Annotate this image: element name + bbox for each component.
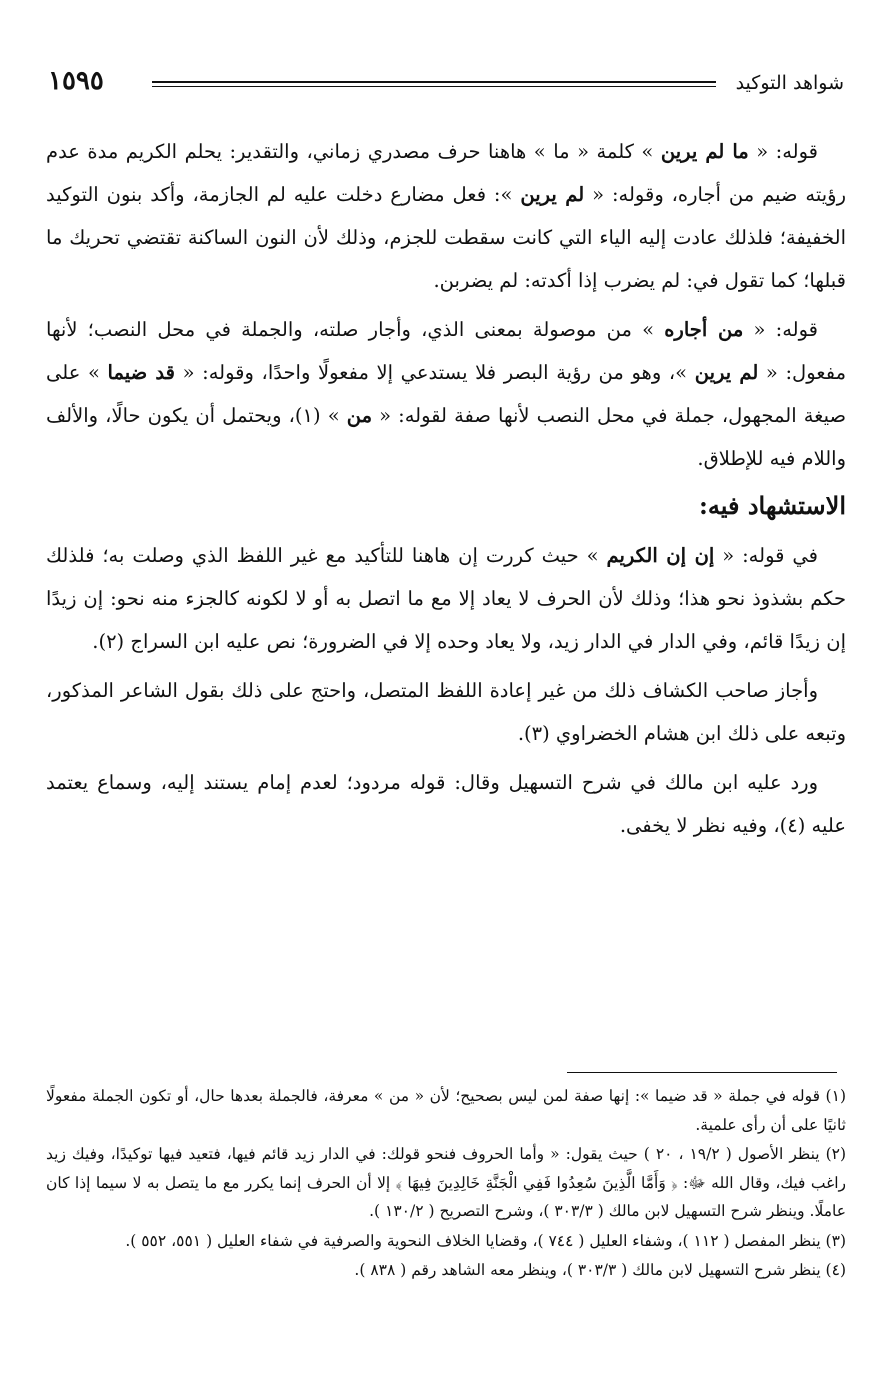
paragraph-2 [46, 308, 846, 480]
paragraph-3 [46, 534, 846, 663]
paragraph-4: وأجاز صاحب الكشاف ذلك من غير إعادة اللفظ المتصل، واحتج على ذلك بقول الشاعر المذكور، وتبعه على ذلك ابن هشام الخضراوي (٣). [46, 679, 846, 745]
text-run: » حيث كررت إن هاهنا للتأكيد مع غير اللفظ الذي وصلت به؛ فلذلك حكم بشذوذ نحو هذا؛ وذلك لأن الحرف لا يعاد إلا مع ما اتصل به أو لا لكونه كالجزء منه نحو: إن زيدًا إن زيدًا قائم، وفي الدار في الدار زيد، ولا يعاد وحده إلا في الضرورة؛ نص عليه ابن السراج (٢). [46, 544, 846, 653]
text-run: » كلمة « ما » هاهنا حرف مصدري زماني، والتقدير: يحلم الكريم مدة عدم رؤيته ضيم من أجاره، وقوله: « [46, 140, 846, 206]
text-run: قوله: « [748, 140, 818, 163]
quoted-phrase: قد ضيما [107, 361, 175, 384]
quoted-phrase: ما لم يرين [660, 140, 749, 163]
page-number: ١٥٩٥ [48, 66, 104, 96]
paragraph-1 [46, 130, 846, 302]
footnote-2: (٢) ينظر الأصول ( ١٩/٢ ، ٢٠ ) حيث يقول: « وأما الحروف فنحو قولك: في الدار زيد قائم فيها، فتعيد فيها توكيدًا، وفيك زيد راغب فيك، وقال الله ﷻ: ﴿ وَأَمَّا الَّذِينَ سُعِدُوا فَفِي الْجَنَّةِ خَالِدِينَ فِيهَا ﴾ إلا أن الحرف إنما يكرر مع ما يتصل به لا سيما إذا كان عاملًا. وينظر شرح التسهيل لابن مالك ( ٣٠٣/٣ )، وشرح التصريح ( ١٣٠/٢ ). [46, 1145, 847, 1220]
footnote-4: (٤) ينظر شرح التسهيل لابن مالك ( ٣٠٣/٣ )، وينظر معه الشاهد رقم ( ٨٣٨ ). [354, 1261, 846, 1279]
text-run: »، وهو من رؤية البصر فلا يستدعي إلا مفعولًا واحدًا، وقوله: « [174, 361, 695, 384]
footnote-3: (٣) ينظر المفصل ( ١١٢ )، وشفاء العليل ( ٧٤٤ )، وقضايا الخلاف النحوية والصرفية في شفاء العليل ( ٥٥١، ٥٥٢ ). [125, 1231, 846, 1250]
section-heading: الاستشهاد فيه: [699, 491, 846, 520]
paragraph-5: ورد عليه ابن مالك في شرح التسهيل وقال: قوله مردود؛ لعدم إمام يستند إليه، وسماع يعتمد عليه (٤)، وفيه نظر لا يخفى. [46, 771, 846, 837]
text-run: » من موصولة بمعنى الذي، وأجار صلته، والجملة في محل النصب؛ لأنها مفعول: « [46, 318, 847, 384]
page-header [48, 66, 844, 102]
quoted-phrase: لم يرين [520, 183, 585, 206]
quoted-phrase: إن إن الكريم [606, 544, 715, 567]
footnote-separator [567, 1072, 837, 1073]
main-text [46, 130, 846, 853]
text-run: » على صيغة المجهول، جملة في محل النصب لأنها صفة لقوله: « [46, 361, 847, 427]
quoted-phrase: لم يرين [694, 361, 759, 384]
text-run: في قوله: « [714, 544, 818, 567]
footnote-1: (١) قوله في جملة « قد ضيما »: إنها صفة لمن ليس بصحيح؛ لأن « من » معرفة، فالجملة بعدها حال، أو تكون الجملة مفعولًا ثانيًا على أن رأى علمية. [46, 1087, 846, 1134]
header-rule [152, 81, 716, 87]
quoted-phrase: من [346, 404, 373, 427]
text-run: »: فعل مضارع دخلت عليه لم الجازمة، وأكد بنون التوكيد الخفيفة؛ فلذلك عادت إليه الياء التي كانت سقطت للجزم، وذلك لأن النون الساكنة تقتضي تحريك ما قبلها؛ كما تقول في: لم يضرب إذا أكدته: لم يضربن. [46, 183, 846, 292]
footnotes [46, 1082, 846, 1286]
quoted-phrase: من أجاره [664, 318, 744, 341]
text-run: » (١)، ويحتمل أن يكون حالًا، والألف واللام فيه للإطلاق. [46, 404, 846, 470]
text-run: قوله: « [743, 318, 818, 341]
running-title: شواهد التوكيد [735, 72, 844, 94]
